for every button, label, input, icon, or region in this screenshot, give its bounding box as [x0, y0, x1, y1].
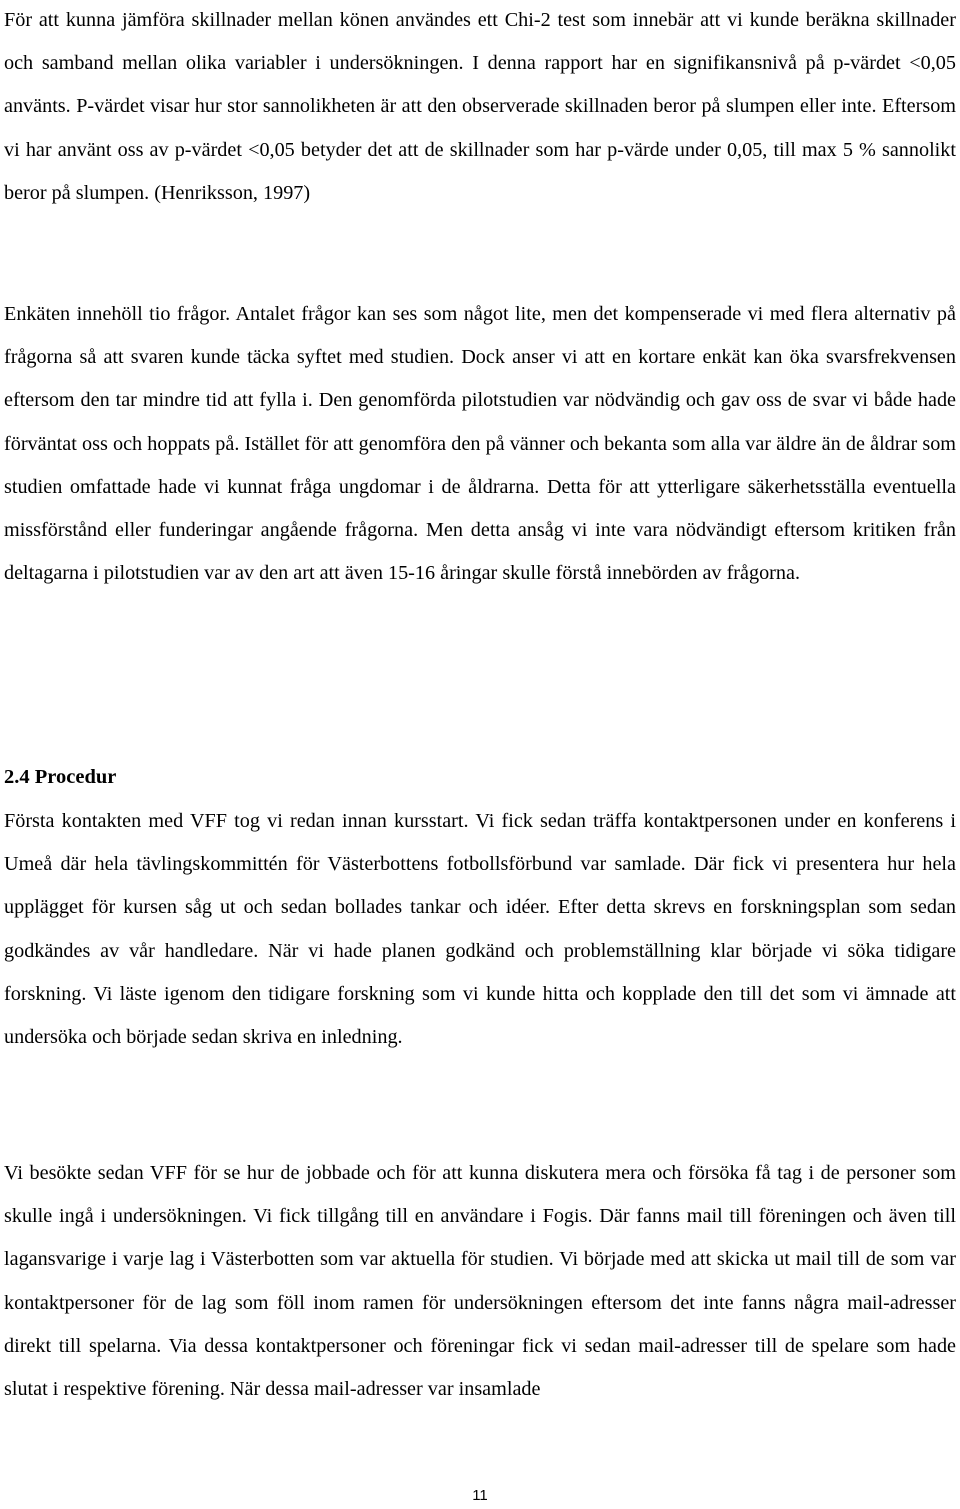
paragraph-chi2-test: För att kunna jämföra skillnader mellan könen användes ett Chi-2 test som innebär att vi kunde beräkna skillnader och samband mellan olika variabler i undersökningen. I denna rapport har en signifikansnivå på p-värdet <0,05 använts. P-värdet visar hur stor sannolikheten är att den observerade skillnaden beror på slumpen eller inte. Eftersom vi har använt oss av p-värdet <0,05 betyder det att de skillnader som har p-värde under 0,05, till max 5 % sannolikt beror på slumpen. (Henriksson, 1997): [4, 9, 956, 204]
section-heading-procedur: 2.4 Procedur: [4, 766, 117, 788]
paragraph-forsta-kontakten: Första kontakten med VFF tog vi redan innan kursstart. Vi fick sedan träffa kontaktpersonen under en konferens i Umeå där hela tävlingskommittén för Västerbottens fotbollsförbund var samlade. Där fick vi presentera hur hela upplägget för kursen såg ut och sedan bollades tankar och idéer. Efter detta skrevs en forskningsplan som sedan godkändes av vår handledare. När vi hade planen godkänd och problemställning klar började vi söka tidigare forskning. Vi läste igenom den tidigare forskning som vi kunde hitta och kopplade den till det som vi ämnade att undersöka och började sedan skriva en inledning.: [4, 810, 956, 1049]
page-number: 11: [472, 1487, 488, 1504]
paragraph-vi-besokte: Vi besökte sedan VFF för se hur de jobbade och för att kunna diskutera mera och försöka få tag i de personer som skulle ingå i undersökningen. Vi fick tillgång till en användare i Fogis. Där fanns mail till föreningen och även till lagansvarige i varje lag i Västerbotten som var aktuella för studien. Vi började med att skicka ut mail till de som var kontaktpersoner för de lag som föll inom ramen för undersökningen eftersom det inte fanns några mail-adresser direkt till spelarna. Via dessa kontaktpersoner och föreningar fick vi sedan mail-adresser till de spelare som hade slutat i respektive förening. När dessa mail-adresser var insamlade: [4, 1162, 956, 1401]
paragraph-enkaten: Enkäten innehöll tio frågor. Antalet frågor kan ses som något lite, men det kompenserade vi med flera alternativ på frågorna så att svaren kunde täcka syftet med studien. Dock anser vi att en kortare enkät kan öka svarsfrekvensen eftersom den tar mindre tid att fylla i. Den genomförda pilotstudien var nödvändig och gav oss de svar vi både hade förväntat oss och hoppats på. Istället för att genomföra den på vänner och bekanta som alla var äldre än de åldrar som studien omfattade hade vi kunnat fråga ungdomar i de åldrarna. Detta för att ytterligare säkerhetsställa eventuella missförstånd eller funderingar angående frågorna. Men detta ansåg vi inte vara nödvändigt eftersom kritiken från deltagarna i pilotstudien var av den art att även 15-16 åringar skulle förstå innebörden av frågorna.: [4, 303, 956, 585]
